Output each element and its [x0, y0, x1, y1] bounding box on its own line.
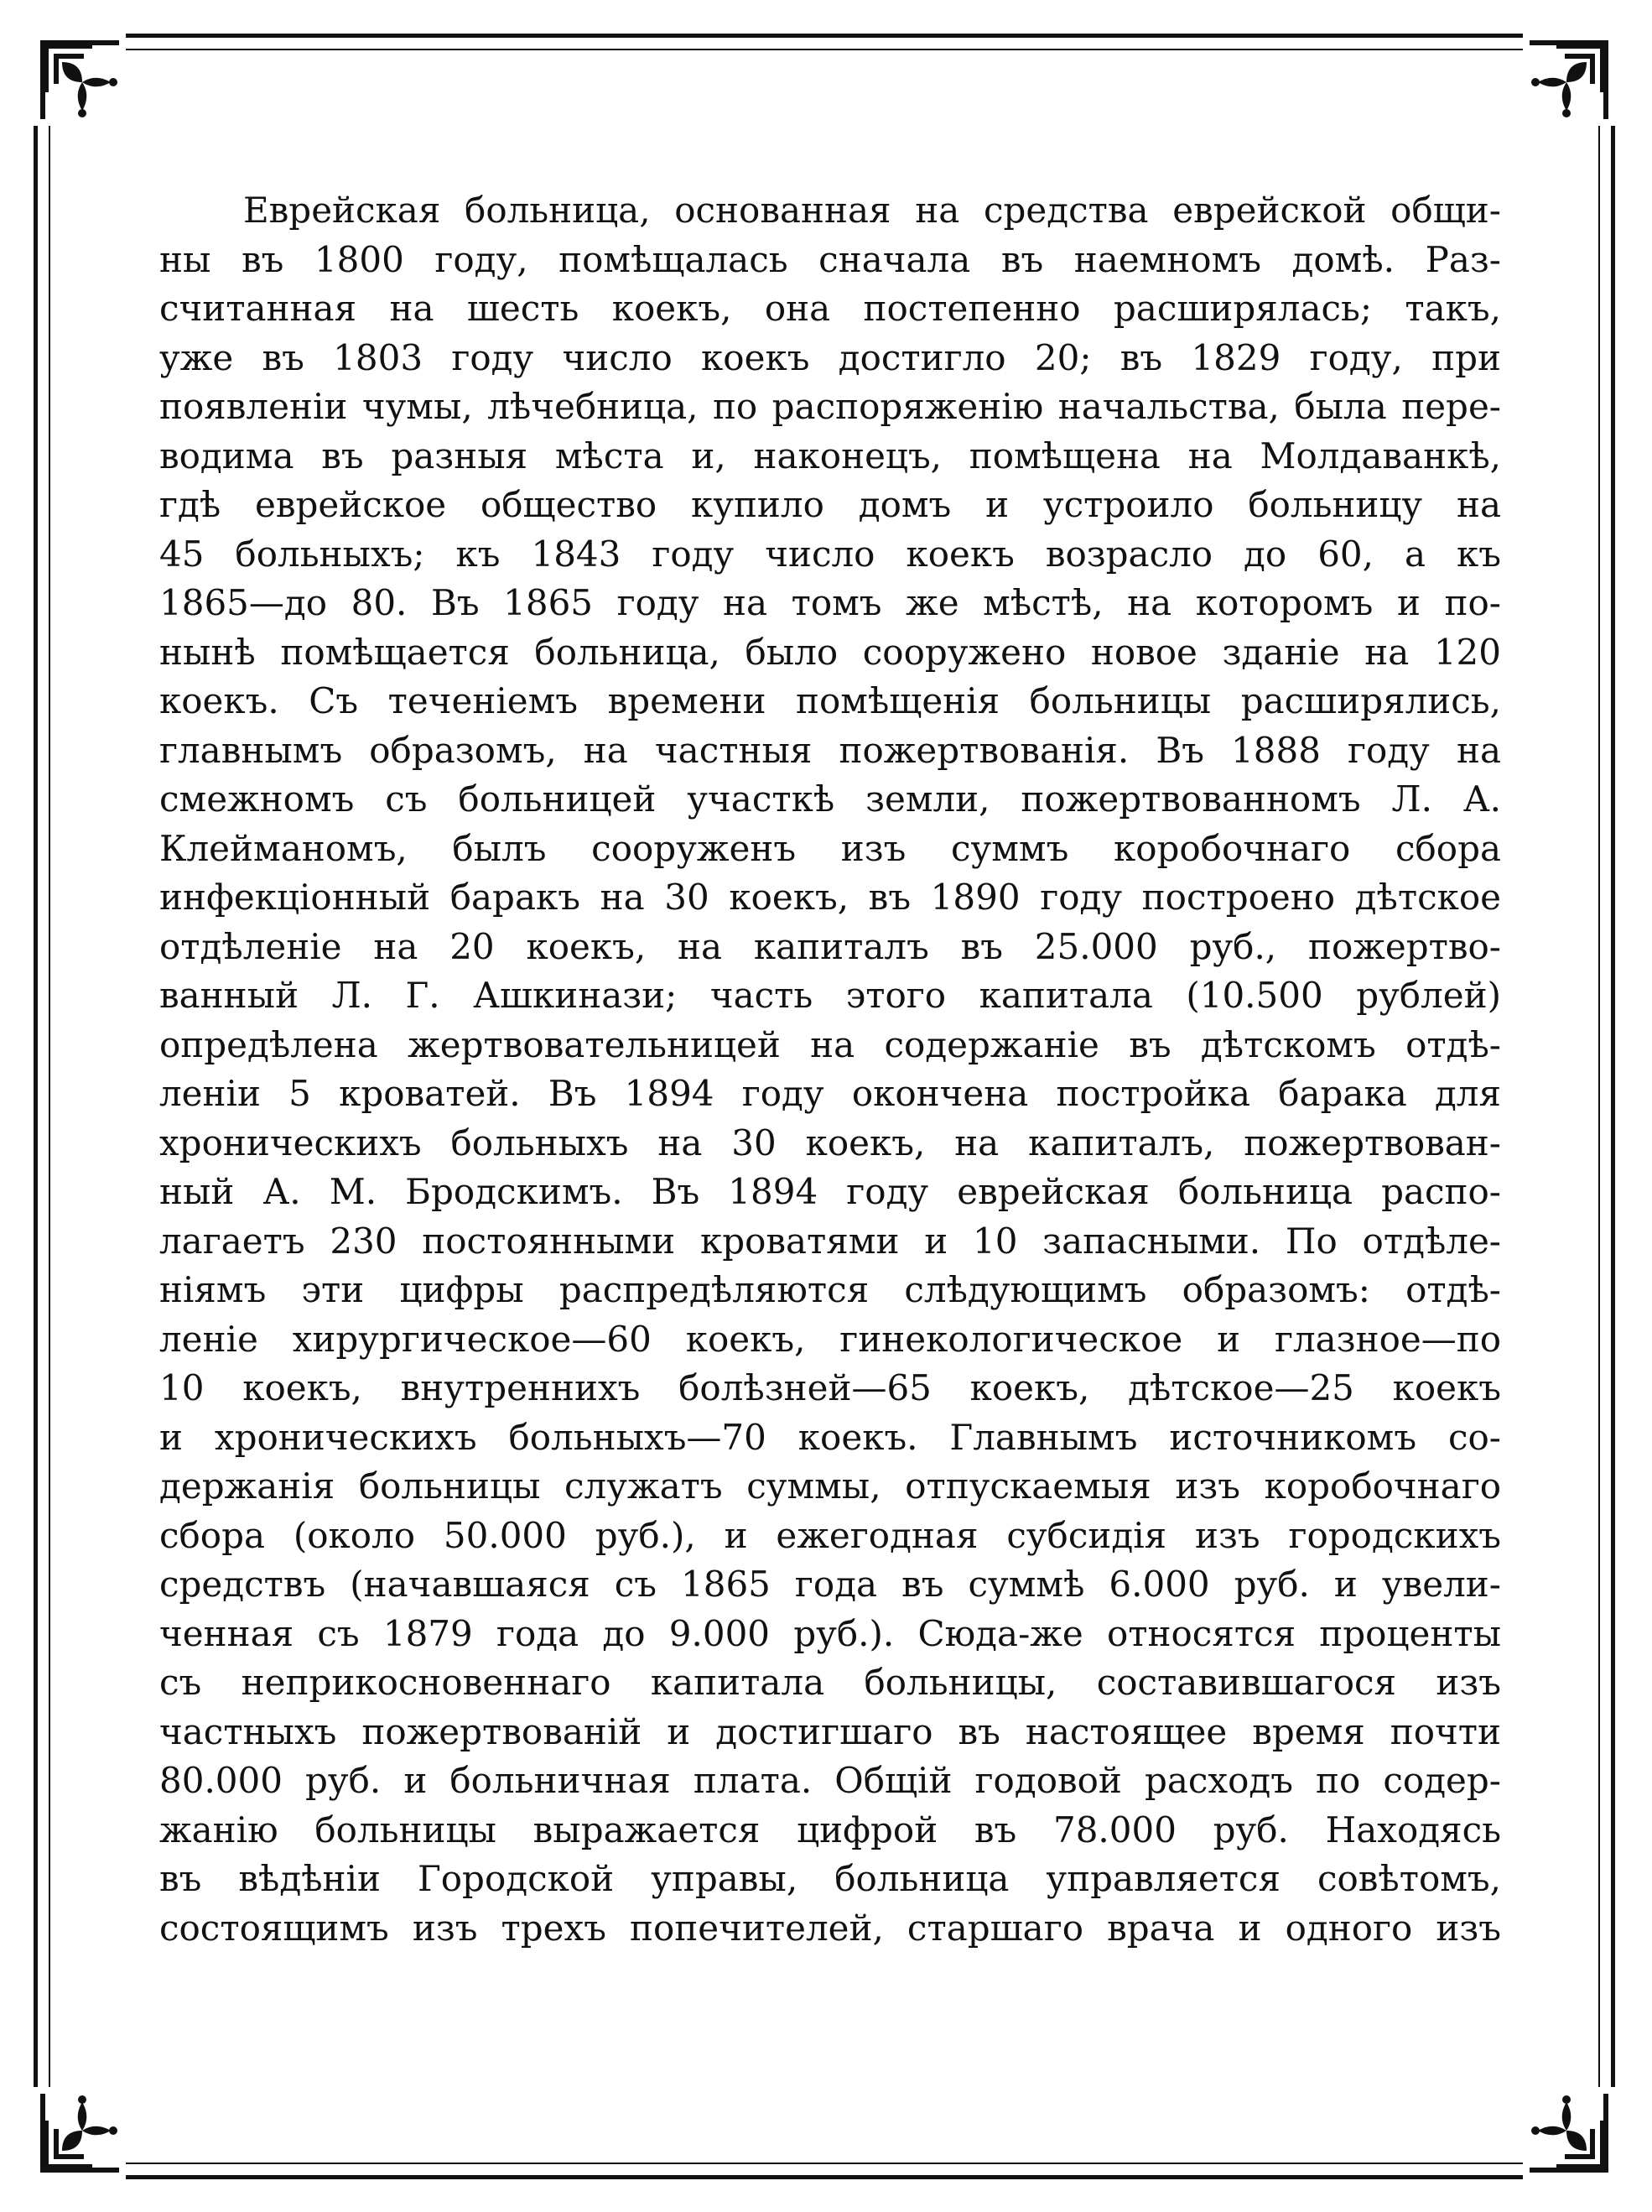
- text-line: съ неприкосновеннаго капитала больницы, составившагося изъ: [159, 1662, 1501, 1703]
- text-line: 1865—до 80. Въ 1865 году на томъ же мѣстѣ, на которомъ и по-: [159, 582, 1501, 623]
- text-line: коекъ. Съ теченіемъ времени помѣщенія больницы расширялись,: [159, 680, 1501, 721]
- text-line: нынѣ помѣщается больница, было сооружено новое зданіе на 120: [159, 631, 1501, 673]
- text-line: инфекціонный баракъ на 30 коекъ, въ 1890 году построено дѣтское: [159, 877, 1501, 918]
- text-line: средствъ (начавшаяся съ 1865 года въ суммѣ 6.000 руб. и увели-: [159, 1564, 1501, 1605]
- text-line: опредѣлена жертвовательницей на содержаніе въ дѣтскомъ отдѣ-: [159, 1023, 1501, 1065]
- text-line: 80.000 руб. и больничная плата. Общій годовой расходъ по содер-: [159, 1760, 1501, 1801]
- text-line: отдѣленіе на 20 коекъ, на капиталъ въ 25.000 руб., пожертво-: [159, 925, 1501, 967]
- text-line: появленіи чумы, лѣчебница, по распоряженію начальства, была пере-: [159, 386, 1501, 427]
- text-line: сбора (около 50.000 руб.), и ежегодная субсидія изъ городскихъ: [159, 1514, 1501, 1556]
- text-line: 10 коекъ, внутреннихъ болѣзней—65 коекъ, дѣтское—25 коекъ: [159, 1367, 1501, 1408]
- text-line: ніямъ эти цифры распредѣляются слѣдующимъ образомъ: отдѣ-: [159, 1269, 1501, 1310]
- text-line: гдѣ еврейское общество купило домъ и устроило больницу на: [159, 484, 1501, 525]
- text-line: лагаетъ 230 постоянными кроватями и 10 запасными. По отдѣле-: [159, 1220, 1501, 1262]
- corner-ornament-icon: [34, 34, 126, 126]
- text-line: Клейманомъ, былъ сооруженъ изъ суммъ коробочнаго сбора: [159, 827, 1501, 869]
- body-text: [159, 186, 1501, 1953]
- text-line: леніе хирургическое—60 коекъ, гинекологическое и глазное—по: [159, 1318, 1501, 1360]
- text-line: 45 больныхъ; къ 1843 году число коекъ возрасло до 60, а къ: [159, 533, 1501, 575]
- text-line: главнымъ образомъ, на частныя пожертвованія. Въ 1888 году на: [159, 729, 1501, 771]
- text-line: ченная съ 1879 года до 9.000 руб.). Сюда-же относятся проценты: [159, 1612, 1501, 1654]
- text-line: въ вѣдѣніи Городской управы, больница управляется совѣтомъ,: [159, 1858, 1501, 1899]
- text-line: держанія больницы служатъ суммы, отпускаемыя изъ коробочнаго: [159, 1465, 1501, 1507]
- text-line: и хроническихъ больныхъ—70 коекъ. Главнымъ источникомъ со-: [159, 1416, 1501, 1458]
- text-line: состоящимъ изъ трехъ попечителей, старшаго врача и одного изъ: [159, 1907, 1501, 1949]
- text-line: смежномъ съ больницей участкѣ земли, пожертвованномъ Л. А.: [159, 778, 1501, 820]
- text-line: частныхъ пожертвованій и достигшаго въ настоящее время почти: [159, 1710, 1501, 1752]
- corner-ornament-icon: [1523, 34, 1615, 126]
- text-line: леніи 5 кроватей. Въ 1894 году окончена постройка барака для: [159, 1073, 1501, 1114]
- text-line: хроническихъ больныхъ на 30 коекъ, на капиталъ, пожертвован-: [159, 1122, 1501, 1163]
- corner-ornament-icon: [1523, 2087, 1615, 2179]
- text-line: ны въ 1800 году, помѣщалась сначала въ наемномъ домѣ. Раз-: [159, 238, 1501, 280]
- text-line: водима въ разныя мѣста и, наконецъ, помѣщена на Молдаванкѣ,: [159, 435, 1501, 476]
- corner-ornament-icon: [34, 2087, 126, 2179]
- text-line: считанная на шесть коекъ, она постепенно расширялась; такъ,: [159, 288, 1501, 329]
- text-line: Еврейская больница, основанная на средства еврейской общи-: [243, 190, 1501, 231]
- text-line: ванный Л. Г. Ашкинази; часть этого капитала (10.500 рублей): [159, 975, 1501, 1016]
- text-line: уже въ 1803 году число коекъ достигло 20; въ 1829 году, при: [159, 336, 1501, 378]
- text-line: ный А. М. Бродскимъ. Въ 1894 году еврейская больница распо-: [159, 1171, 1501, 1212]
- text-line: жанію больницы выражается цифрой въ 78.000 руб. Находясь: [159, 1809, 1501, 1850]
